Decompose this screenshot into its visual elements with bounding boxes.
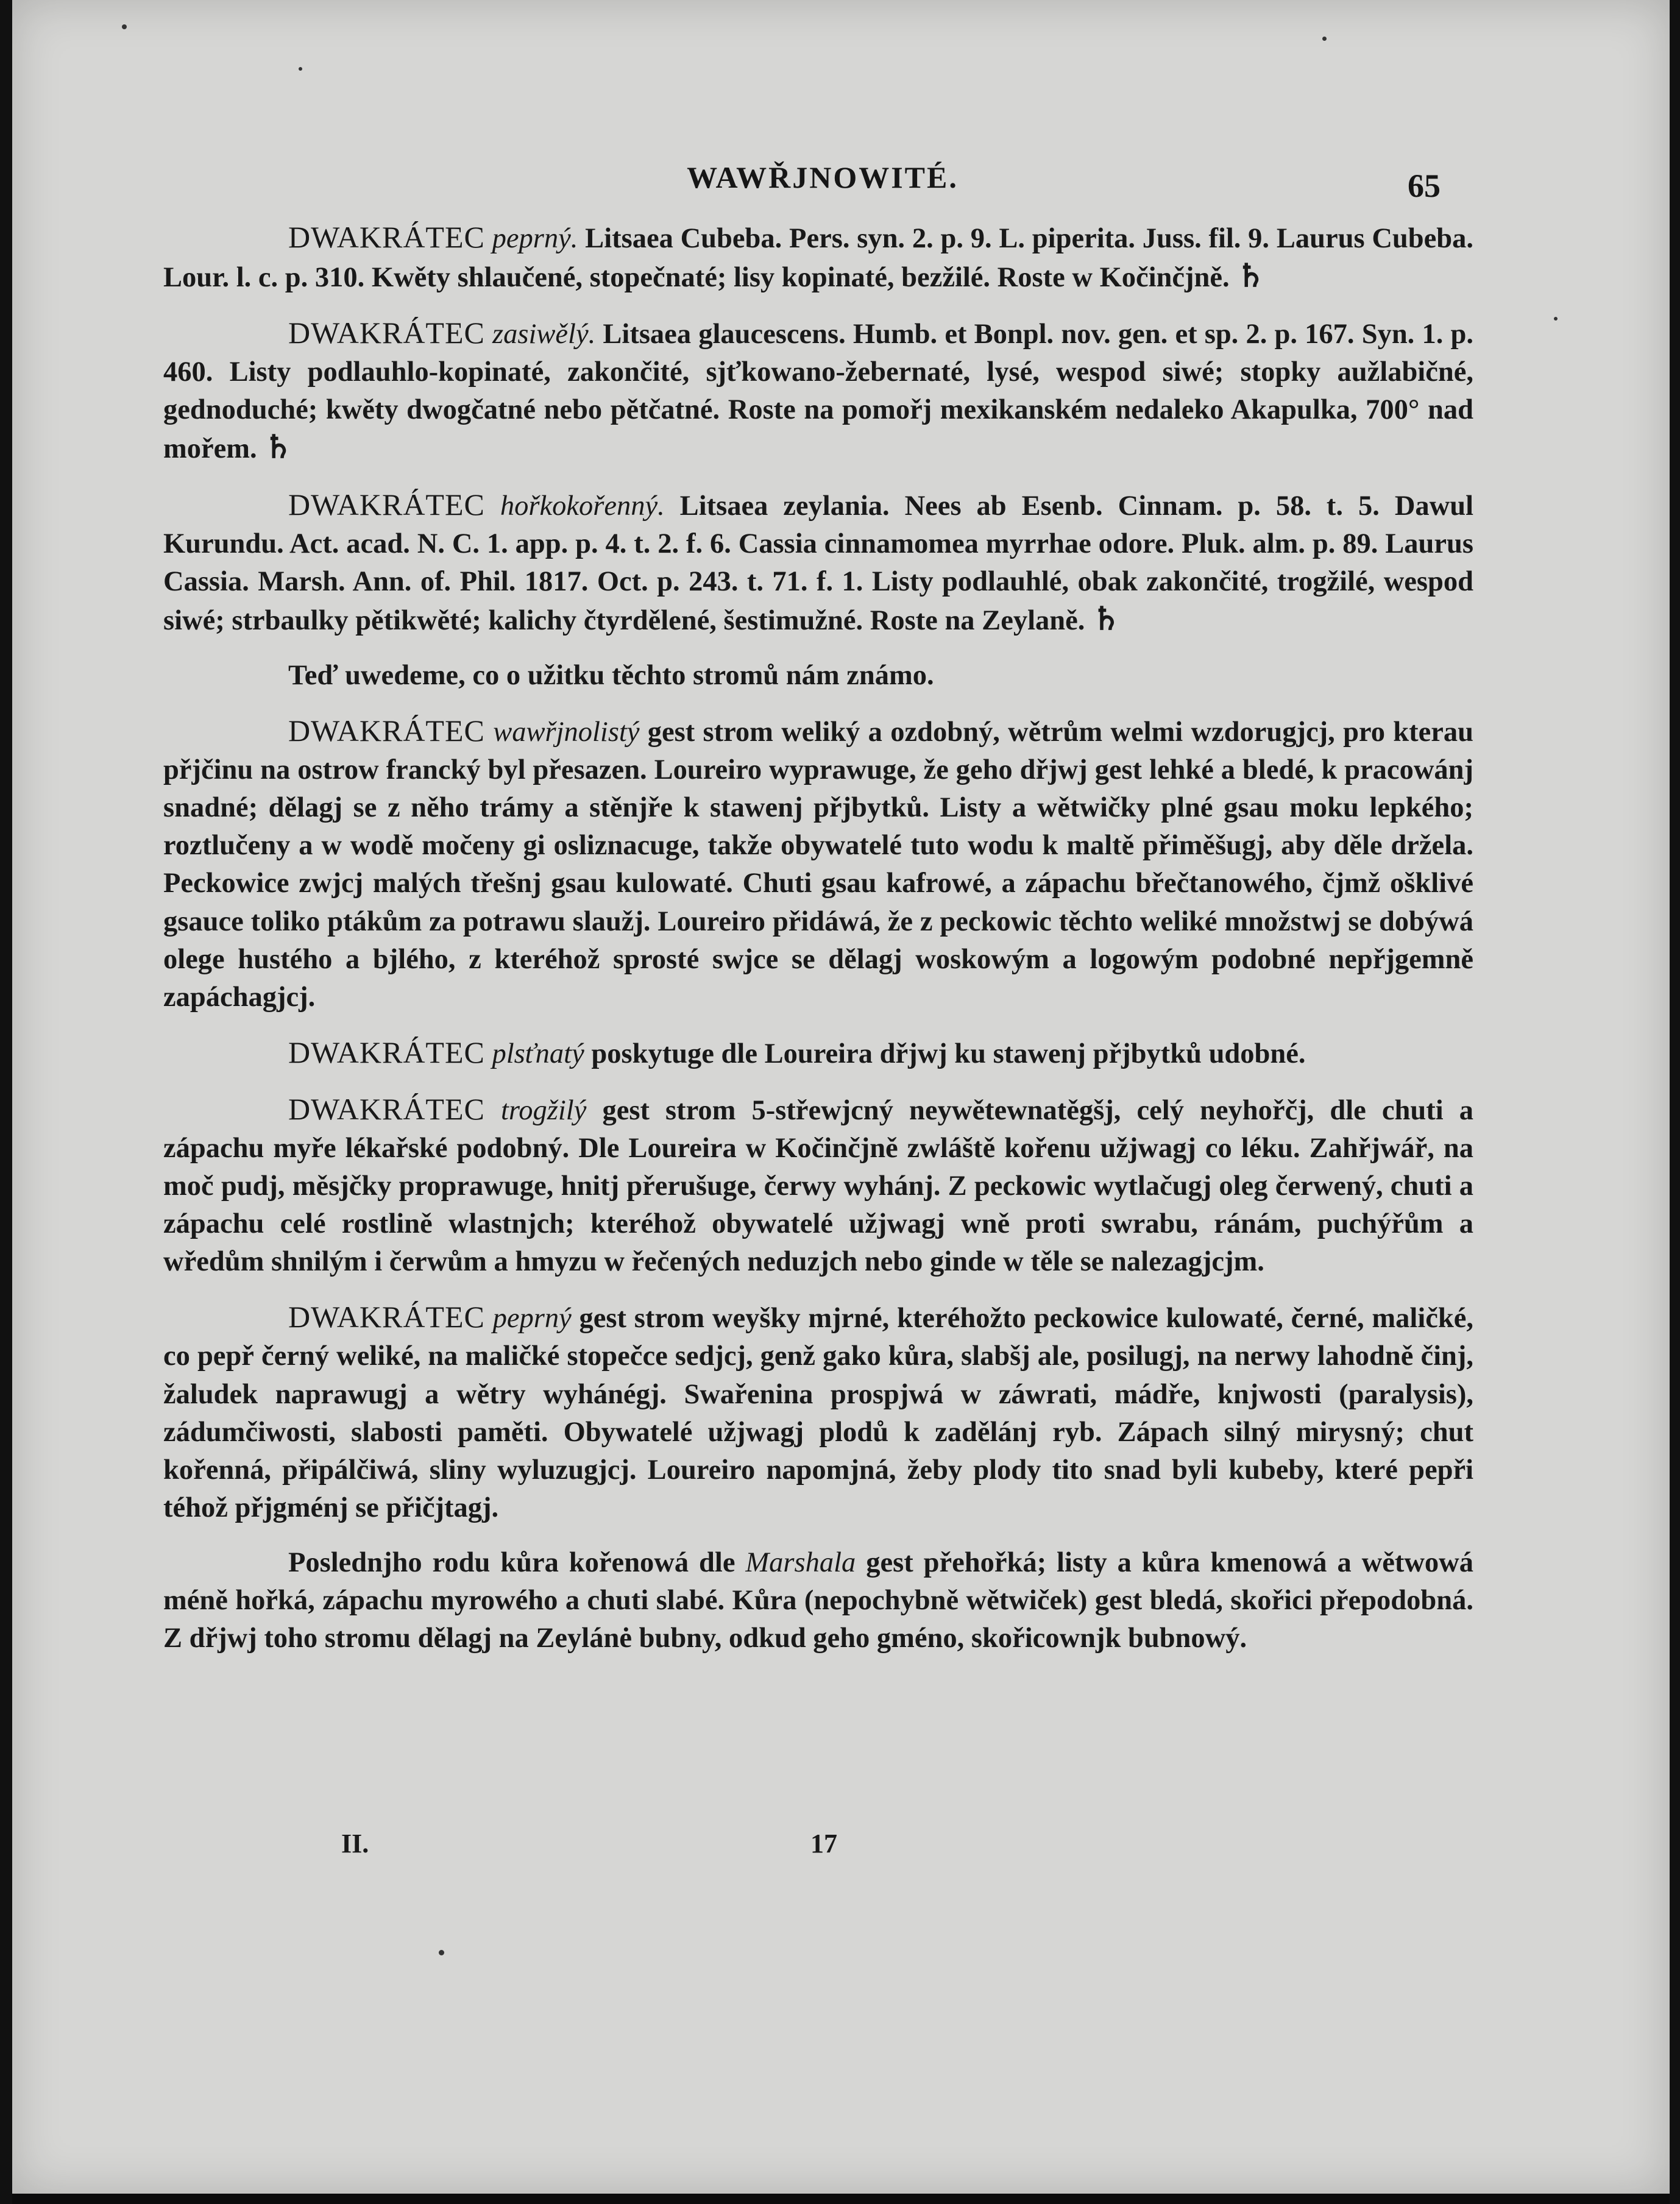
tree-symbol: ♄	[1236, 259, 1265, 294]
genus-name: DWAKRÁTEC	[288, 1091, 485, 1126]
use-text: gest strom weliký a ozdobný, wětrům welmi wzdorugjcj, pro kterau přjčinu na ostrow francký byl přesazen. Loureiro wyprawuge, že geho dřjwj gest lehké a bledé, k pracowánj snadné; dělagj se z něho trámy a stěnjře k stawenj přjbytků. Listy a wětwičky plné gsau moku lepkého; roztlučeny a w wodě močeny gi osliznacuge, takže obywatelé tuto wodu k maltě přiměšugj, aby děle držela. Peckowice zwjcj malých třešnj gsau kulowaté. Chuti gsau kafrowé, a zápachu břečtanowého, čjmž ošklivé gsauce toliko ptákům za potrawu slaužj. Loureiro přidáwá, že z peckowic těchto weliké množstwj se dobýwá olege hustého a bjlého, z kteréhož sprosté swjce se dělagj woskowým a logowým podobné nepřjgemně zapáchagjcj.	[163, 717, 1474, 1013]
paper-speck	[299, 67, 302, 71]
species-epithet: zasiwělý.	[492, 319, 596, 350]
species-epithet: trogžilý	[500, 1094, 587, 1126]
use-paragraph	[163, 1298, 1473, 1527]
paper-speck	[122, 24, 127, 29]
entry-text: Litsaea Cubeba. Pers. syn. 2. p. 9. L. piperita. Juss. fil. 9. Laurus Cubeba. Lour. l. c. p. 310. Kwěty shlaučené, stopečnaté; lisy kopinaté, bezžilé. Roste w Kočinčjně.	[163, 223, 1474, 294]
species-entry	[163, 486, 1473, 640]
use-text: gest strom 5-střewjcný neywětewnatěgšj, celý neyhořčj, dle chuti a zápachu myře lékařské podobný. Dle Loureira w Kočinčjně zwláště kořenu užjwagj co léku. Zahřjwář, na moč pudj, měsjčky proprawuge, hnitj přerušuge, čerwy wyhánj. Z peckowic wytlačugj oleg čerwený, chuti a zápachu celé rostlině wlastnjch; kteréhož obywatelé užjwagj wně proti swrabu, ránám, puchýřům a wředům shnilým i čerwům a hmyzu w řečených neduzjch nebo ginde w těle se nalezagjcjm.	[163, 1094, 1473, 1278]
entry-text: Litsaea zeylania. Nees ab Esenb. Cinnam. p. 58. t. 5. Dawul Kurundu. Act. acad. N. C. 1. app. p. 4. t. 2. f. 6. Cassia cinnamomea myrrhae odore. Pluk. alm. p. 89. Laurus Cassia. Marsh. Ann. of. Phil. 1817. Oct. p. 243. t. 71. f. 1. Listy podlauhlé, obak zakončité, trogžilé, wespod siwé; strbaulky pětikwěté; kalichy čtyrdělené, šestimužné. Roste na Zeylaně.	[163, 490, 1474, 636]
transition-line: Teď uwedeme, co o užitku těchto stromů nám známo.	[288, 659, 934, 691]
use-text: poskytuge dle Loureira dřjwj ku stawenj přjbytků udobné.	[584, 1038, 1306, 1069]
genus-name: DWAKRÁTEC	[288, 714, 485, 748]
closing-text-a: Poslednjho rodu kůra kořenowá dle	[288, 1547, 746, 1578]
book-page	[12, 0, 1670, 2194]
page-footer	[12, 1828, 1670, 1865]
page-number: 65	[1408, 168, 1441, 204]
page-header	[12, 160, 1670, 208]
scan-border-right	[1670, 0, 1680, 2204]
paper-speck	[1322, 37, 1327, 41]
species-entry	[163, 314, 1473, 468]
entry-text: Litsaea glaucescens. Humb. et Bonpl. nov. gen. et sp. 2. p. 167. Syn. 1. p. 460. Listy podlauhlo-kopinaté, zakončité, sjťkowano-žebernaté, lysé, wespod siwé; stopky aužlabičné, gednoduché; kwěty dwogčatné nebo pětčatné. Roste na pomořj mexikanském nedaleko Akapulka, 700° nad mořem.	[163, 319, 1473, 465]
scan-border-left	[0, 0, 12, 2204]
running-title: WAWŘJNOWITÉ.	[687, 160, 959, 194]
paper-speck	[439, 1950, 444, 1955]
use-paragraph	[163, 1033, 1473, 1073]
use-paragraph	[163, 1090, 1473, 1281]
use-paragraph	[163, 712, 1473, 1016]
genus-name: DWAKRÁTEC	[288, 487, 485, 522]
paper-speck	[1554, 317, 1558, 321]
genus-name: DWAKRÁTEC	[288, 316, 485, 350]
author-name: Marshala	[745, 1547, 856, 1578]
species-epithet: plsťnatý	[492, 1038, 584, 1069]
closing-text-b: gest přehořká; listy a kůra kmenowá a wětwowá méně hořká, zápachu myrowého a chuti slabé. Kůra (nepochybně wětwiček) gest bledá, skořici přepodobná. Z dřjwj toho stromu dělagj na Zeylánė bubny, odkud geho gméno, skořicownjk bubnowý.	[163, 1547, 1474, 1654]
genus-name: DWAKRÁTEC	[288, 1300, 485, 1334]
genus-name: DWAKRÁTEC	[288, 1035, 485, 1069]
body-text	[163, 218, 1473, 1657]
use-text: gest strom weyšky mjrné, kteréhožto peckowice kulowaté, černé, maličké, co pepř černý weliké, na maličké stopečce sedjcj, genž gako kůra, slabšj ale, posilugj, na nerwy lahodně činj, žaludek naprawugj a wětry wyhánégj. Swařenina prospjwá w záwrati, mádře, knjwosti (paralysis), zádumčiwosti, slabosti paměti. Obywatelé užjwagj plodů k zadělánj ryb. Zápach silný mirysný; chut kořenná, připálčiwá, sliny wyluzugjcj. Loureiro napomjná, žeby plody tito snad byli kubeby, které pepři téhož přjgménj se přičjtagj.	[163, 1303, 1473, 1523]
sheet-number: 17	[810, 1829, 837, 1859]
species-epithet: peprný	[492, 1303, 572, 1334]
tree-symbol: ♄	[1092, 601, 1121, 637]
closing-paragraph	[163, 1544, 1473, 1657]
species-entry	[163, 218, 1473, 297]
volume-signature: II.	[341, 1829, 369, 1859]
tree-symbol: ♄	[264, 430, 292, 466]
species-epithet: wawřjnolistý	[493, 717, 640, 748]
species-epithet: peprný.	[492, 223, 578, 254]
genus-name: DWAKRÁTEC	[288, 220, 485, 254]
species-epithet: hořkokořenný.	[500, 490, 665, 522]
